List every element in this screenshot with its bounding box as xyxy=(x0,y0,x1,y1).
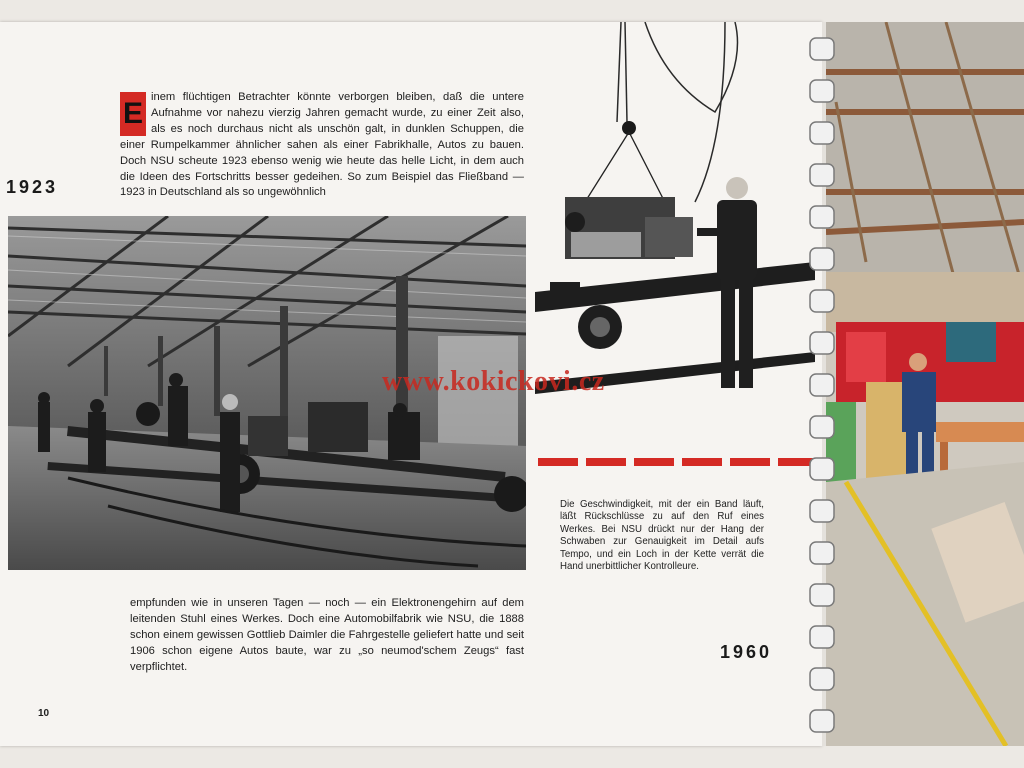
dropcap-letter: E xyxy=(120,92,146,136)
year-label-1923: 1923 xyxy=(6,177,59,197)
intro-text: inem flüchtigen Betrachter könnte verborgen bleiben, daß die untere Aufnahme vor nahezu vierzig Jahren gemacht wurde, zu einer Zeit also, als es noch durchaus nicht als unschön galt, in dunklen Schuppen, die einer Rumpelkammer ähnlicher sahen als einer Fabrikhalle, Autos zu bauen. Doch NSU scheute 1923 ebenso wenig wie heute das helle Licht, in dem auch die Ideen des Fortschritts besser gedeihen. So zum Beispiel das Fließband — 1923 in Deutschland als so ungewöhnlich xyxy=(120,91,524,199)
continuation-paragraph: empfunden wie in unseren Tagen — noch — ein Elektronengehirn auf dem leitenden Stuhl eines Werkes. Doch eine Automobilfabrik wie NSU, die 1888 schon einem gewissen Gottlieb Daimler die Fahrgestelle geliefert hatte und seit 1906 schon eigene Autos baute, war zu „so neumod'schem Zeugs“ fast verpflichtet. xyxy=(130,597,524,673)
watermark-text: www.kokickovi.cz xyxy=(382,366,605,397)
red-dashed-divider xyxy=(538,458,816,466)
spiral-binding xyxy=(806,30,842,750)
photo-caption: Die Geschwindigkeit, mit der ein Band läuft, läßt Rückschlüsse zu auf den Ruf eines Werkes. Bei NSU drückt nur der Hang der Schwaben zur Genauigkeit im Detail aufs Tempo, und ein Loch in der Kette verrät die Hand unerbittlicher Kontrolleure. xyxy=(560,499,764,573)
intro-paragraph xyxy=(120,90,524,201)
year-label-1960: 1960 xyxy=(720,642,773,662)
factory-photo-1960 xyxy=(826,22,1024,746)
page-number: 10 xyxy=(38,708,50,719)
engine-assembly-photo xyxy=(525,22,815,412)
